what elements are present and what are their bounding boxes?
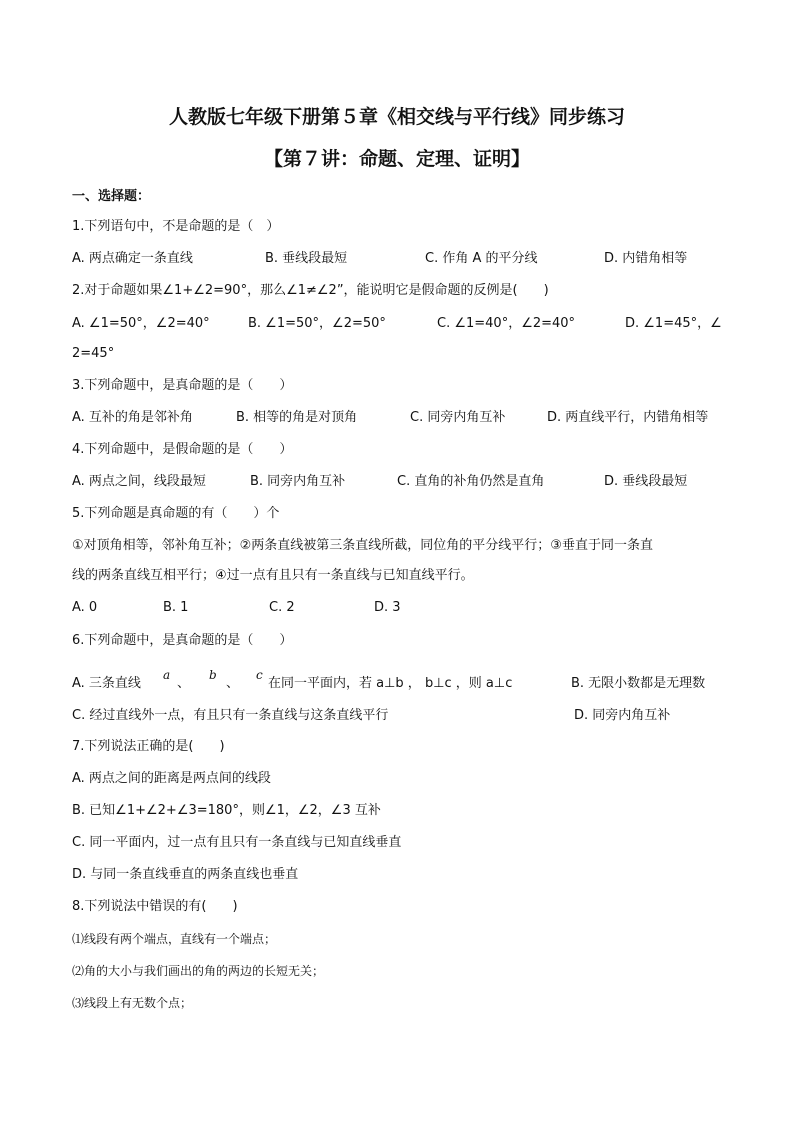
- q6-option-c: C. 经过直线外一点，有且只有一条直线与这条直线平行: [72, 708, 389, 723]
- q8-item-2: ⑵角的大小与我们画出的角的两边的长短无关；: [72, 964, 325, 978]
- q6-separator-2: 、: [226, 676, 240, 691]
- q6-option-a-prefix: A. 三条直线: [72, 676, 141, 691]
- q1-stem: 1.下列语句中，不是命题的是（ ）: [72, 219, 280, 234]
- q3-option-a: A. 互补的角是邻补角: [72, 410, 193, 425]
- q1-option-c: C. 作角 A 的平分线: [425, 251, 538, 266]
- q5-option-b: B. 1: [163, 600, 189, 615]
- q7-option-d: D. 与同一条直线垂直的两条直线也垂直: [72, 867, 299, 882]
- q8-item-1: ⑴线段有两个端点，直线有一个端点；: [72, 932, 277, 946]
- q1-option-d: D. 内错角相等: [604, 251, 688, 266]
- q6-separator-1: 、: [177, 676, 191, 691]
- q5-stem: 5.下列命题是真命题的有（ ）个: [72, 506, 280, 521]
- q4-stem: 4.下列命题中，是假命题的是（ ）: [72, 442, 293, 457]
- q5-option-a: A. 0: [72, 600, 98, 615]
- q6-option-b: B. 无限小数都是无理数: [571, 676, 706, 691]
- q6-variable-c: c: [256, 668, 263, 682]
- q6-stem: 6.下列命题中，是真命题的是（ ）: [72, 633, 293, 648]
- q3-option-b: B. 相等的角是对顶角: [236, 410, 358, 425]
- q1-option-b: B. 垂线段最短: [265, 251, 348, 266]
- q3-stem: 3.下列命题中，是真命题的是（ ）: [72, 378, 293, 393]
- q4-option-c: C. 直角的补角仍然是直角: [397, 474, 545, 489]
- document-title: 人教版七年级下册第５章《相交线与平行线》同步练习: [168, 106, 625, 128]
- q3-option-d: D. 两直线平行，内错角相等: [547, 410, 709, 425]
- q7-option-c: C. 同一平面内，过一点有且只有一条直线与已知直线垂直: [72, 835, 402, 850]
- q7-option-a: A. 两点之间的距离是两点间的线段: [72, 771, 271, 786]
- q3-option-c: C. 同旁内角互补: [410, 410, 506, 425]
- q6-variable-a: a: [163, 668, 171, 682]
- q4-option-d: D. 垂线段最短: [604, 474, 688, 489]
- q7-stem: 7.下列说法正确的是( ): [72, 739, 225, 754]
- section-heading-choice: 一、选择题：: [72, 189, 151, 204]
- q1-option-a: A. 两点确定一条直线: [72, 251, 193, 266]
- q5-statement-line2: 线的两条直线互相平行；④过一点有且只有一条直线与已知直线平行。: [72, 568, 474, 583]
- q5-option-d: D. 3: [374, 600, 401, 615]
- q5-option-c: C. 2: [269, 600, 295, 615]
- q2-option-d: D. ∠1=45°，∠: [625, 316, 722, 331]
- q5-statement-line1: ①对顶角相等，邻补角互补；②两条直线被第三条直线所截，同位角的平分线平行；③垂直于同一条直: [72, 538, 653, 553]
- q4-option-a: A. 两点之间，线段最短: [72, 474, 206, 489]
- q6-option-a-suffix: 在同一平面内，若 a⊥b ， b⊥c ，则 a⊥c: [268, 676, 513, 691]
- q2-option-d-continued: 2=45°: [72, 346, 115, 361]
- q2-option-c: C. ∠1=40°，∠2=40°: [437, 316, 576, 331]
- q2-stem: 2.对于命题如果∠1+∠2=90°，那么∠1≠∠2”，能说明它是假命题的反例是( ): [72, 283, 549, 298]
- q7-option-b: B. 已知∠1+∠2+∠3=180°，则∠1，∠2，∠3 互补: [72, 803, 381, 818]
- q8-item-3: ⑶线段上有无数个点；: [72, 996, 193, 1010]
- document-subtitle: 【第７讲：命题、定理、证明】: [263, 148, 530, 170]
- q4-option-b: B. 同旁内角互补: [250, 474, 346, 489]
- q6-variable-b: b: [209, 668, 217, 682]
- q2-option-a: A. ∠1=50°，∠2=40°: [72, 316, 210, 331]
- q2-option-b: B. ∠1=50°，∠2=50°: [248, 316, 386, 331]
- q6-option-d: D. 同旁内角互补: [574, 708, 671, 723]
- q8-stem: 8.下列说法中错误的有( ): [72, 899, 238, 914]
